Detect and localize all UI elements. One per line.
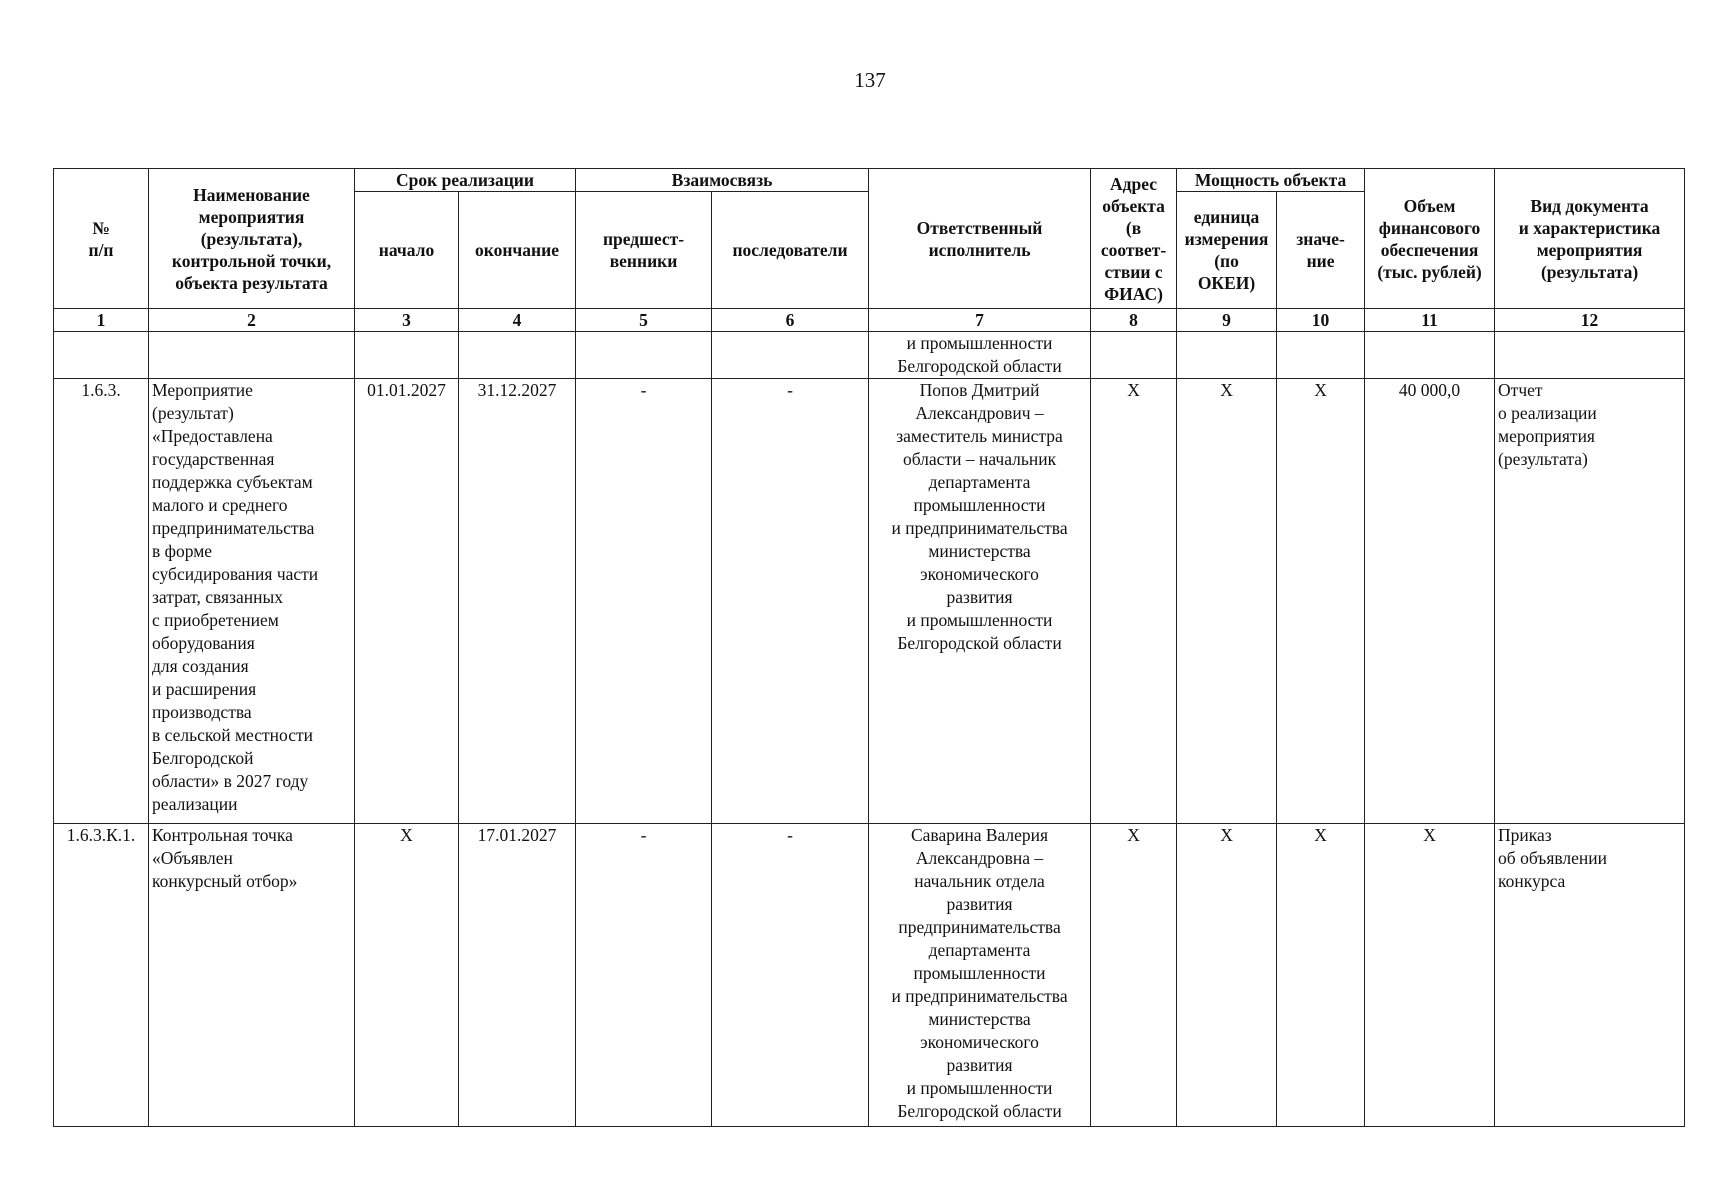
column-number: 10 [1277,309,1365,332]
cell-end: 17.01.2027 [459,824,576,1127]
cell-document: Отчет о реализации мероприятия (результата) [1495,379,1685,824]
cell-responsible: Попов Дмитрий Александрович – заместитель министра области – начальник департамента промышленности и предпринимательства министерства экономического развития и промышленности Белгородской области [869,379,1091,824]
cell-value: Х [1277,824,1365,1127]
cell-empty [1495,332,1685,379]
cell-empty [1277,332,1365,379]
column-number: 11 [1365,309,1495,332]
cell-start: Х [355,824,459,1127]
table-row-continuation [54,332,1685,379]
cell-financing: 40 000,0 [1365,379,1495,824]
page-number: 137 [854,68,886,92]
column-number: 5 [576,309,712,332]
table-row [54,824,1685,1127]
cell-address: Х [1091,379,1177,824]
cell-name: Мероприятие (результат) «Предоставлена государственная поддержка субъектам малого и среднего предпринимательства в форме субсидирования части затрат, связанных с приобретением оборудования для создания и расширения производства в сельской местности Белгородской области» в 2027 году реализации [149,379,355,824]
cell-responsible: Саварина Валерия Александровна – начальник отдела развития предпринимательства департамента промышленности и предпринимательства министерства экономического развития и промышленности Белгородской области [869,824,1091,1127]
cell-responsible: и промышленности Белгородской области [869,332,1091,379]
header-end: окончание [459,192,576,309]
cell-start: 01.01.2027 [355,379,459,824]
header-group-capacity: Мощность объекта [1177,169,1365,192]
cell-financing: Х [1365,824,1495,1127]
header-group-term: Срок реализации [355,169,576,192]
header-successors: последователи [712,192,869,309]
column-number: 7 [869,309,1091,332]
cell-empty [1177,332,1277,379]
plan-table [53,168,1685,1127]
column-numbers-row [54,309,1685,332]
cell-empty [712,332,869,379]
column-number: 4 [459,309,576,332]
header-document: Вид документа и характеристика мероприятия (результата) [1495,169,1685,309]
column-number: 8 [1091,309,1177,332]
cell-num: 1.6.3. [54,379,149,824]
header-num: № п/п [54,169,149,309]
cell-empty [1365,332,1495,379]
table-row [54,379,1685,824]
cell-document: Приказ об объявлении конкурса [1495,824,1685,1127]
header-value: значе- ние [1277,192,1365,309]
cell-num: 1.6.3.К.1. [54,824,149,1127]
cell-empty [576,332,712,379]
cell-empty [459,332,576,379]
cell-empty [1091,332,1177,379]
cell-name: Контрольная точка «Объявлен конкурсный отбор» [149,824,355,1127]
cell-unit: Х [1177,824,1277,1127]
column-number: 2 [149,309,355,332]
column-number: 1 [54,309,149,332]
header-start: начало [355,192,459,309]
header-predecessors: предшест- венники [576,192,712,309]
table-body [54,332,1685,1127]
column-number: 6 [712,309,869,332]
header-financing: Объем финансового обеспечения (тыс. рублей) [1365,169,1495,309]
header-address: Адрес объекта (в соответ- ствии с ФИАС) [1091,169,1177,309]
cell-empty [355,332,459,379]
cell-predecessors: - [576,824,712,1127]
column-number: 3 [355,309,459,332]
column-number: 9 [1177,309,1277,332]
cell-unit: Х [1177,379,1277,824]
table-header [54,169,1685,332]
header-responsible: Ответственный исполнитель [869,169,1091,309]
cell-empty [149,332,355,379]
cell-address: Х [1091,824,1177,1127]
cell-end: 31.12.2027 [459,379,576,824]
header-name: Наименование мероприятия (результата), контрольной точки, объекта результата [149,169,355,309]
cell-predecessors: - [576,379,712,824]
cell-successors: - [712,824,869,1127]
cell-successors: - [712,379,869,824]
column-number: 12 [1495,309,1685,332]
header-unit: единица измерения (по ОКЕИ) [1177,192,1277,309]
cell-empty [54,332,149,379]
cell-value: Х [1277,379,1365,824]
header-group-link: Взаимосвязь [576,169,869,192]
